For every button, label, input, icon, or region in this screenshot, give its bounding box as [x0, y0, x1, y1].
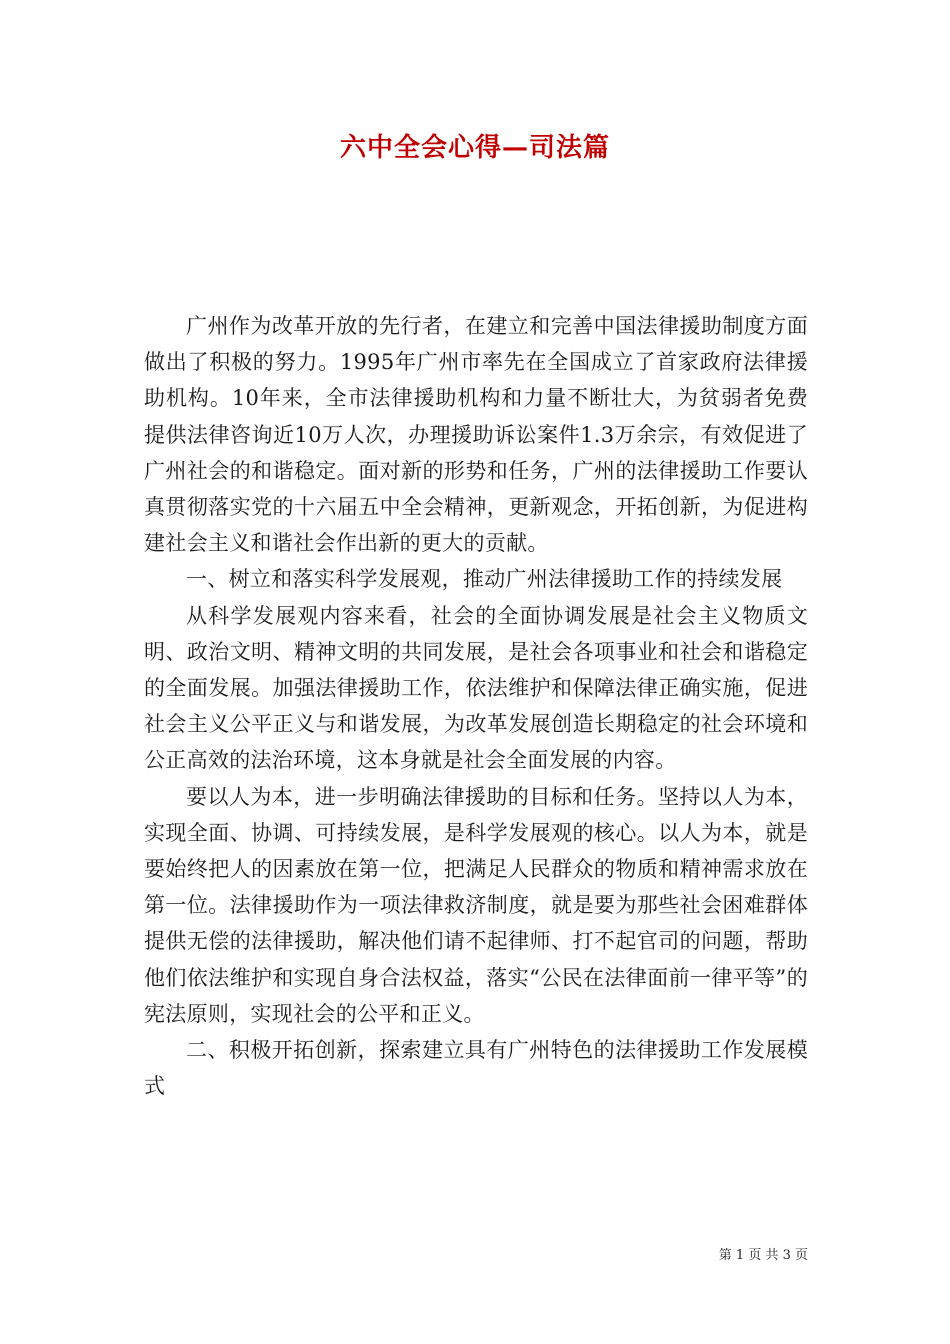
page-number-footer: 第 1 页 共 3 页 — [718, 1248, 808, 1263]
section-heading-2: 二、积极开拓创新，探索建立具有广州特色的法律援助工作发展模式 — [144, 1038, 808, 1099]
document-body — [144, 308, 808, 1104]
document-title: 六中全会心得—司法篇 — [339, 133, 610, 163]
body-paragraph-people-oriented: 要以人为本，进一步明确法律援助的目标和任务。坚持以人为本，实现全面、协调、可持续发展，是科学发展观的核心。以人为本，就是要始终把人的因素放在第一位，把满足人民群众的物质和精神需求放在第一位。法律援助作为一项法律救济制度，就是要为那些社会困难群体提供无偿的法律援助，解决他们请不起律师、打不起官司的问题，帮助他们依法维护和实现自身合法权益，落实“公民在法律面前一律平等”的宪法原则，实现社会的公平和正义。 — [144, 784, 808, 1026]
section-heading-1: 一、树立和落实科学发展观，推动广州法律援助工作的持续发展 — [186, 567, 783, 592]
body-paragraph-scientific-development: 从科学发展观内容来看，社会的全面协调发展是社会主义物质文明、政治文明、精神文明的共同发展，是社会各项事业和社会和谐稳定的全面发展。加强法律援助工作，依法维护和保障法律正确实施，促进社会主义公平正义与和谐发展，为改革发展创造长期稳定的社会环境和公正高效的法治环境，这本身就是社会全面发展的内容。 — [144, 603, 808, 773]
body-paragraph-intro: 广州作为改革开放的先行者，在建立和完善中国法律援助制度方面做出了积极的努力。1995年广州市率先在全国成立了首家政府法律援助机构。10年来，全市法律援助机构和力量不断壮大，为贫弱者免费提供法律咨询近10万人次，办理援助诉讼案件1.3万余宗，有效促进了广州社会的和谐稳定。面对新的形势和任务，广州的法律援助工作要认真贯彻落实党的十六届五中全会精神，更新观念，开拓创新，为促进构建社会主义和谐社会作出新的更大的贡献。 — [144, 314, 808, 556]
